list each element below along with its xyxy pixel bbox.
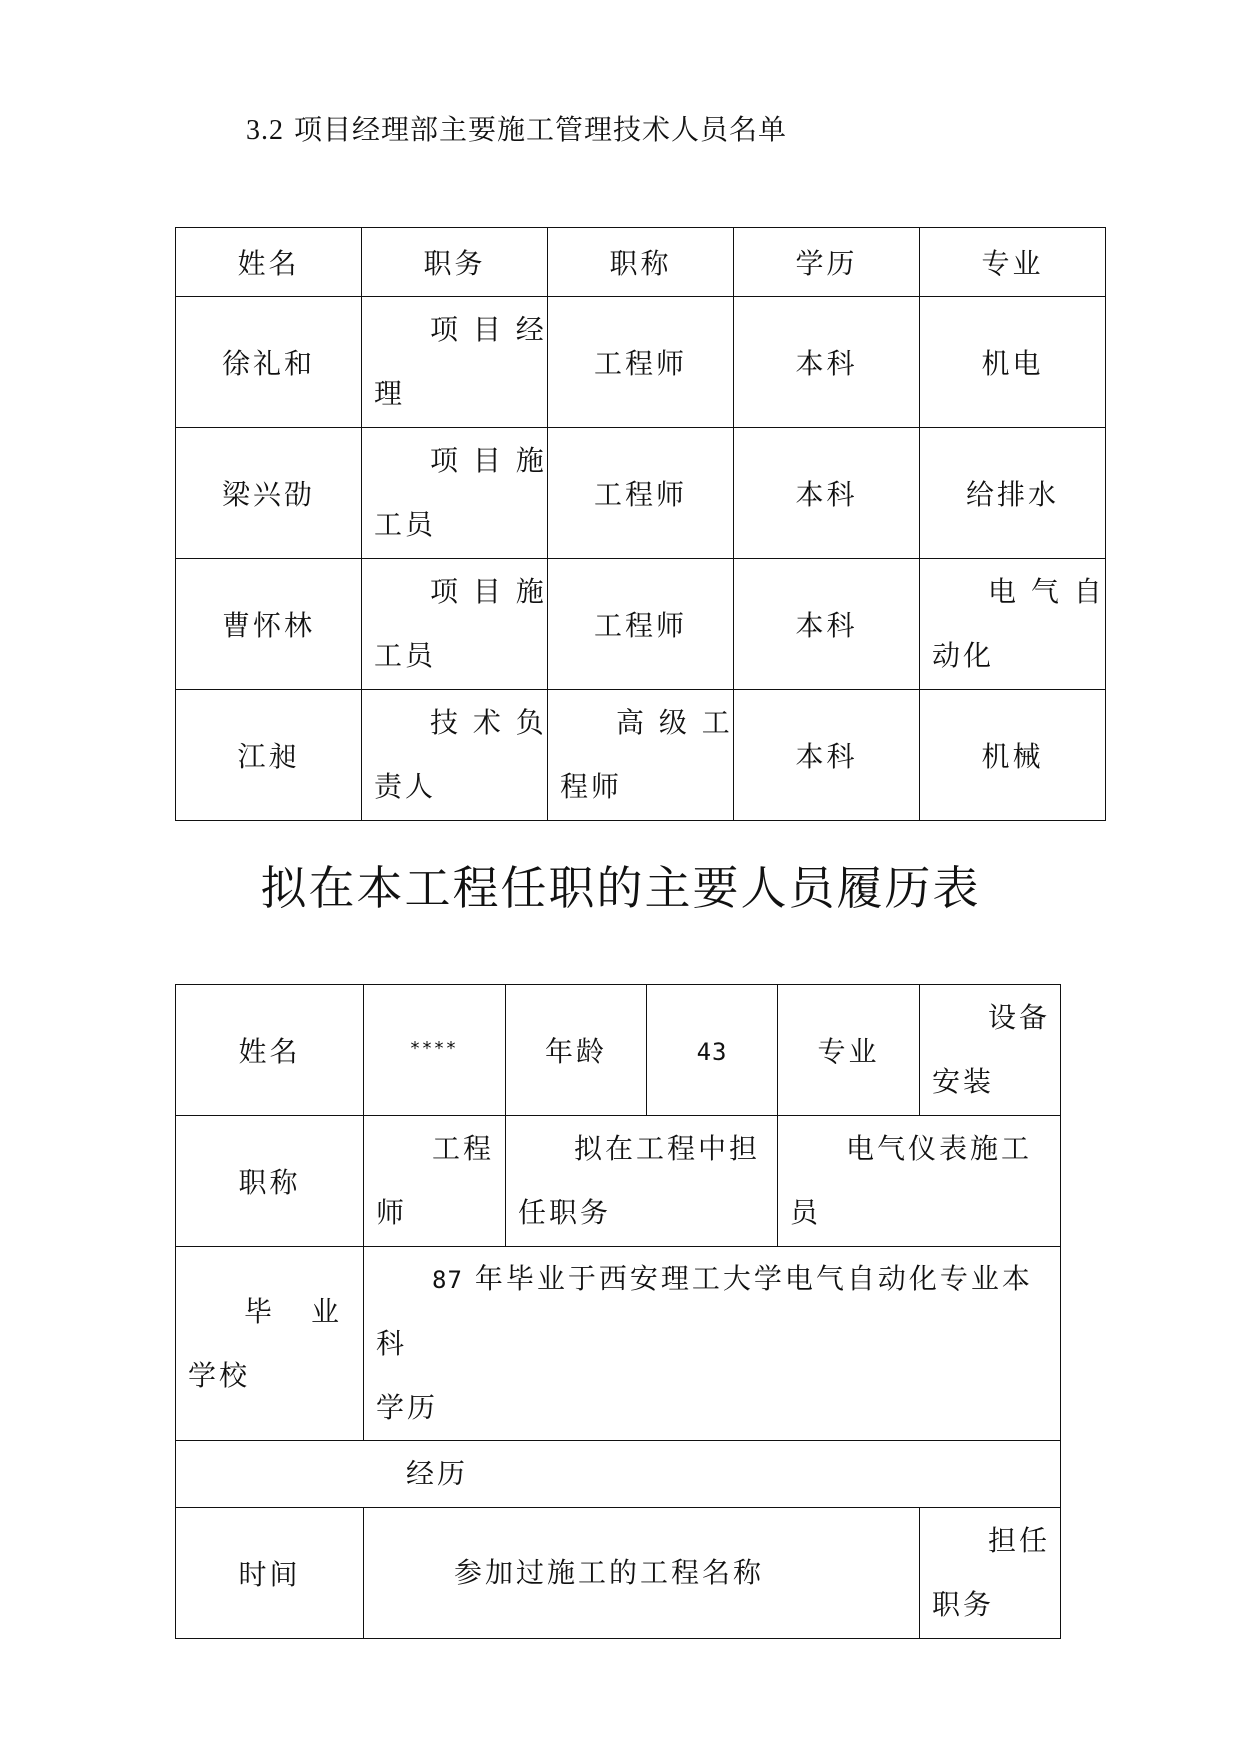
cell-position-line2: 工员 — [374, 639, 437, 672]
resume-title-label: 职称 — [176, 1116, 364, 1247]
resume-major-value — [920, 985, 1061, 1116]
table-row — [176, 297, 1106, 428]
cell-education: 本科 — [734, 690, 920, 821]
resume-time-label — [176, 1508, 364, 1639]
cell-major: 机械 — [920, 690, 1106, 821]
header-education: 学历 — [734, 228, 920, 297]
cell-position — [362, 297, 548, 428]
table-row — [176, 428, 1106, 559]
section-heading-text: 项目经理部主要施工管理技术人员名单 — [294, 113, 788, 146]
resume-school-text-end: 学历 — [376, 1391, 439, 1424]
cell-title: 工程师 — [548, 297, 734, 428]
header-position: 职务 — [362, 228, 548, 297]
cell-title: 工程师 — [548, 428, 734, 559]
cell-title — [548, 690, 734, 821]
cell-major — [920, 559, 1106, 690]
cell-position-line1: 项 目 施 — [430, 575, 547, 608]
header-name: 姓名 — [176, 228, 362, 297]
resume-major-line1: 设备 — [988, 1001, 1051, 1034]
resume-school-value — [364, 1247, 1061, 1441]
resume-school-label — [176, 1247, 364, 1441]
resume-school-label-char1: 毕 — [244, 1294, 276, 1328]
resume-role-label-line1: 拟在工程中担 — [574, 1132, 761, 1165]
cell-position-line2: 工员 — [374, 508, 437, 541]
resume-age-label: 年龄 — [506, 985, 647, 1116]
cell-title-line1: 高 级 工 — [616, 706, 733, 739]
resume-age-number: 43 — [696, 1037, 728, 1066]
resume-project-label: 参加过施工的工程名称 — [364, 1508, 920, 1639]
resume-duty-label — [920, 1508, 1061, 1639]
cell-major: 机电 — [920, 297, 1106, 428]
cell-position-line2: 理 — [374, 377, 406, 410]
resume-name-label: 姓名 — [176, 985, 364, 1116]
cell-education: 本科 — [734, 297, 920, 428]
resume-experience-label: 经历 — [176, 1441, 1061, 1508]
cell-position — [362, 690, 548, 821]
staff-table-header-row — [176, 228, 1106, 297]
resume-duty-label-line2: 职务 — [932, 1588, 995, 1621]
resume-role-label — [506, 1116, 778, 1247]
resume-age-value — [647, 985, 778, 1116]
table-row — [176, 690, 1106, 821]
resume-duty-label-line1: 担任 — [988, 1524, 1051, 1557]
cell-name: 梁兴劭 — [176, 428, 362, 559]
header-title: 职称 — [548, 228, 734, 297]
resume-time-label-text: 时间 — [238, 1558, 301, 1591]
resume-school-year: 87 — [432, 1266, 463, 1294]
staff-table — [175, 227, 1106, 821]
resume-title-value — [364, 1116, 506, 1247]
resume-row-basic — [176, 985, 1061, 1116]
cell-name: 江昶 — [176, 690, 362, 821]
resume-title-line2: 师 — [376, 1196, 408, 1229]
cell-position — [362, 428, 548, 559]
resume-school-label-line2: 学校 — [188, 1358, 251, 1392]
cell-position — [362, 559, 548, 690]
resume-major-label: 专业 — [778, 985, 920, 1116]
header-major: 专业 — [920, 228, 1106, 297]
cell-position-line2: 责人 — [374, 770, 437, 803]
resume-row-experience — [176, 1441, 1061, 1508]
cell-title: 工程师 — [548, 559, 734, 690]
table-row — [176, 559, 1106, 690]
cell-education: 本科 — [734, 428, 920, 559]
resume-name-masked: **** — [410, 1037, 459, 1059]
resume-major-line2: 安装 — [932, 1065, 995, 1098]
resume-row-title — [176, 1116, 1061, 1247]
resume-role-value-line1: 电气仪表施工 — [846, 1132, 1033, 1165]
resume-role-value — [778, 1116, 1061, 1247]
resume-name-value — [364, 985, 506, 1116]
cell-position-line1: 项 目 经 — [430, 313, 547, 346]
cell-name: 徐礼和 — [176, 297, 362, 428]
cell-major-line1: 电 气 自 — [988, 575, 1105, 608]
resume-title: 拟在本工程任职的主要人员履历表 — [260, 861, 981, 915]
section-number: 3.2 — [246, 115, 284, 146]
resume-role-label-line2: 任职务 — [518, 1196, 612, 1229]
resume-role-value-line2: 员 — [790, 1196, 822, 1229]
resume-row-school — [176, 1247, 1061, 1441]
cell-major: 给排水 — [920, 428, 1106, 559]
section-heading — [246, 108, 787, 148]
cell-title-line2: 程师 — [560, 770, 623, 803]
resume-title-line1: 工程 — [432, 1132, 495, 1165]
cell-major-line2: 动化 — [932, 639, 995, 672]
resume-school-text: 年毕业于西安理工大学电气自动化专业本科 — [376, 1262, 1033, 1360]
resume-table — [175, 984, 1061, 1639]
cell-education: 本科 — [734, 559, 920, 690]
resume-row-history-header — [176, 1508, 1061, 1639]
resume-school-label-char2: 业 — [311, 1294, 343, 1328]
cell-position-line1: 技 术 负 — [430, 706, 547, 739]
cell-position-line1: 项 目 施 — [430, 444, 547, 477]
cell-name: 曹怀林 — [176, 559, 362, 690]
